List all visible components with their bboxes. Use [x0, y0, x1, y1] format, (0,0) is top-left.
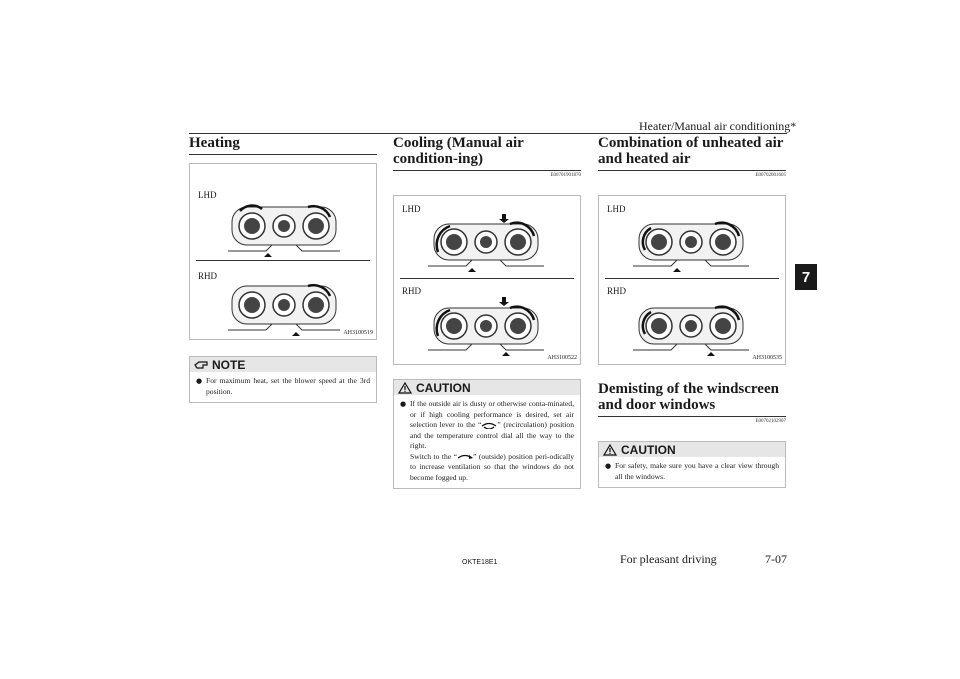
running-header: Heater/Manual air conditioning*: [639, 119, 797, 133]
recirculation-icon: [481, 422, 497, 429]
combination-section: [598, 135, 786, 488]
cooling-figure: [393, 195, 581, 365]
combo-panel-rhd-illustration: [631, 294, 751, 360]
note-label: NOTE: [212, 357, 246, 372]
caution-text-part: ” (recirculation) position and the temperature control dial all the way to the right.: [410, 420, 574, 450]
chapter-tab: 7: [795, 264, 817, 290]
caution-text-part: If the outside air is dusty or otherwise conta-minated, or if high cooling performance is desired, set air selection lever to the “: [410, 399, 574, 429]
rhd-label: RHD: [198, 271, 218, 281]
section-code: E00702001605: [755, 173, 786, 178]
demisting-section: [598, 381, 786, 488]
page-number: 7-07: [765, 552, 787, 566]
caution-text-part: Switch to the “: [410, 451, 458, 461]
heating-section: [189, 135, 377, 403]
ac-panel-lhd-illustration: [426, 212, 546, 276]
figure-id: AH3100535: [752, 355, 782, 361]
caution-text: For safety, make sure you have a clear view through all the windows.: [615, 461, 779, 481]
caution-label: CAUTION: [416, 380, 471, 395]
note-body: [190, 372, 376, 402]
note-text: For maximum heat, set the blower speed at the 3rd position.: [206, 376, 370, 396]
note-hand-icon: [194, 360, 208, 370]
warning-triangle-icon: [603, 444, 617, 456]
caution-label: CAUTION: [621, 442, 676, 457]
note-box: [189, 356, 377, 403]
section-code: E00701901870: [550, 173, 581, 178]
combo-panel-lhd-illustration: [631, 212, 751, 276]
caution-box: [393, 379, 581, 489]
caution-text-part: ” (outside) position peri-odically to increase ventilation so that the windows do not become fogged up.: [410, 451, 575, 482]
combination-title: Combination of unheated air and heated air: [598, 135, 786, 171]
figure-id: AH3100522: [547, 355, 577, 361]
caution-item: [605, 461, 779, 482]
cooling-section: [393, 135, 581, 489]
bullet-icon: ●: [400, 400, 407, 408]
caution-text: [410, 399, 574, 483]
lhd-label: LHD: [198, 190, 217, 200]
caution-body: [599, 457, 785, 487]
lhd-label: LHD: [607, 204, 626, 214]
caution-box: [598, 441, 786, 488]
cooling-title: Cooling (Manual air condition-ing): [393, 135, 581, 171]
bullet-icon: ●: [605, 462, 612, 470]
figure-id: AH3100519: [343, 330, 373, 336]
header-rule: [189, 133, 787, 134]
footer-section: For pleasant driving: [620, 552, 717, 566]
caution-item: [400, 399, 574, 483]
ac-panel-rhd-illustration: [426, 294, 546, 360]
heater-panel-lhd-illustration: [226, 199, 342, 261]
caution-paragraph-2: [410, 452, 574, 484]
footer-page-info: [620, 552, 787, 567]
bullet-icon: ●: [196, 377, 203, 385]
heating-title: Heating: [189, 135, 377, 155]
outside-air-icon: [457, 453, 473, 460]
footer-code: OKTE18E1: [462, 559, 498, 566]
figure-divider: [400, 278, 574, 279]
lhd-label: LHD: [402, 204, 421, 214]
caution-header: [394, 380, 580, 395]
warning-triangle-icon: [398, 382, 412, 394]
caution-header: [599, 442, 785, 457]
combination-figure: [598, 195, 786, 365]
heating-figure: [189, 163, 377, 340]
demisting-title: Demisting of the windscreen and door windows: [598, 381, 786, 417]
figure-divider: [605, 278, 779, 279]
section-code: E00702102907: [755, 419, 786, 424]
caution-paragraph-1: [410, 399, 574, 452]
rhd-label: RHD: [607, 286, 627, 296]
caution-body: [394, 395, 580, 488]
rhd-label: RHD: [402, 286, 422, 296]
note-item: [196, 376, 370, 397]
heater-panel-rhd-illustration: [226, 282, 342, 338]
note-header: [190, 357, 376, 372]
